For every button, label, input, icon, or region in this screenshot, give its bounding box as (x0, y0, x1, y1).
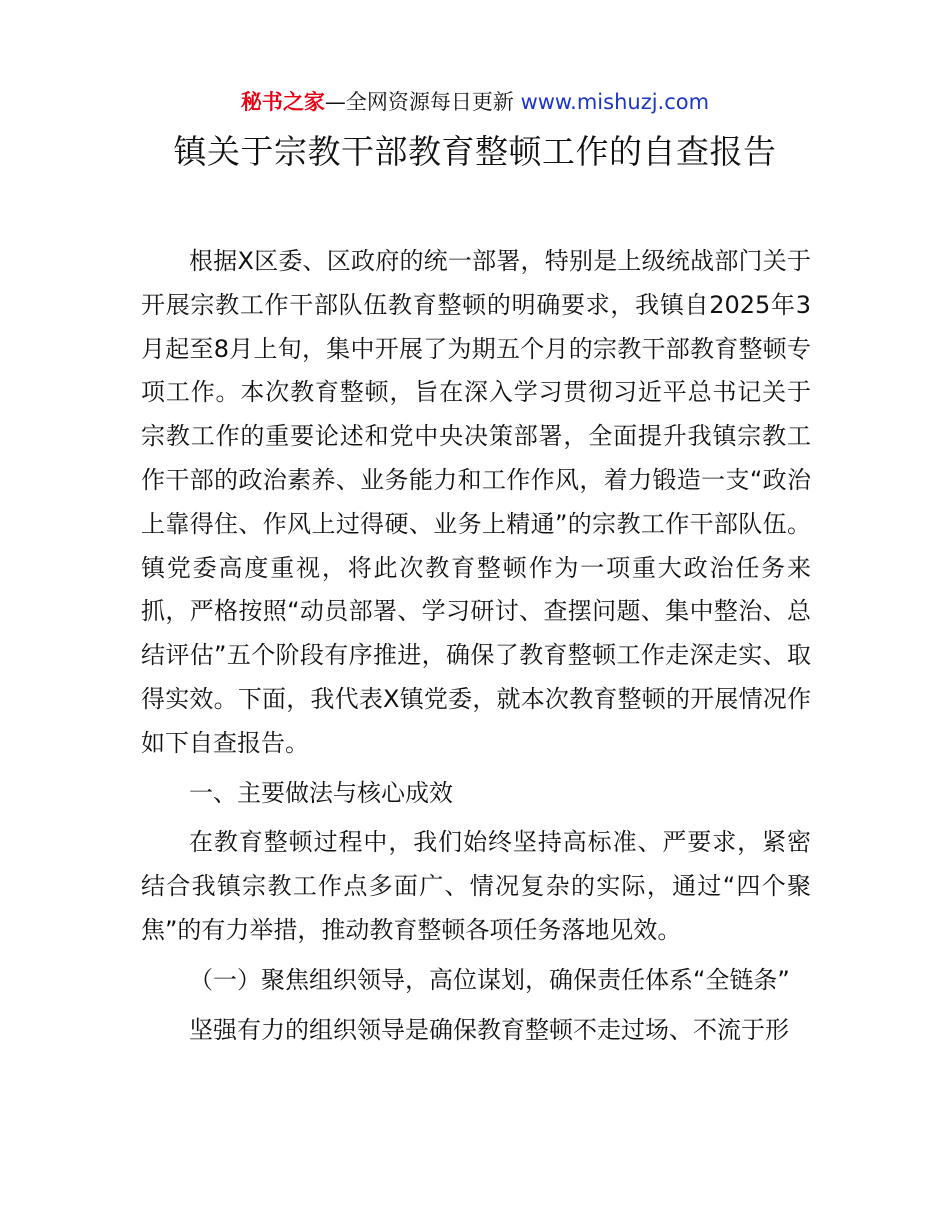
paragraph-subsection-1: 坚强有力的组织领导是确保教育整顿不走过场、不流于形 (189, 1015, 789, 1044)
brand-name: 秘书之家 (240, 90, 325, 114)
document-title: 镇关于宗教干部教育整顿工作的自查报告 (173, 132, 777, 171)
site-header (0, 88, 950, 116)
site-url-link[interactable]: www.mishuzj.com (520, 90, 710, 114)
header-tagline: —全网资源每日更新 (324, 90, 514, 114)
paragraph-intro: 根据X区委、区政府的统一部署，特别是上级统战部门关于开展宗教工作干部队伍教育整顿的明确要求，我镇自2025年3月起至8月上旬，集中开展了为期五个月的宗教干部教育整顿专项工作。本次教育整顿，旨在深入学习贯彻习近平总书记关于宗教工作的重要论述和党中央决策部署，全面提升我镇宗教工作干部的政治素养、业务能力和工作作风，着力锻造一支“政治上靠得住、作风上过得硬、业务上精通”的宗教工作干部队伍。镇党委高度重视，将此次教育整顿作为一项重大政治任务来抓，严格按照“动员部署、学习研讨、查摆问题、集中整治、总结评估”五个阶段有序推进，确保了教育整顿工作走深走实、取得实效。下面，我代表X镇党委，就本次教育整顿的开展情况作如下自查报告。 (141, 247, 811, 757)
document-body (141, 240, 811, 1052)
subsection-heading-1: （一）聚焦组织领导，高位谋划，确保责任体系“全链条” (189, 965, 790, 994)
paragraph-section-1: 在教育整顿过程中，我们始终坚持高标准、严要求，紧密结合我镇宗教工作点多面广、情况复杂的实际，通过“四个聚焦”的有力举措，推动教育整顿各项任务落地见效。 (141, 828, 811, 944)
section-heading-1: 一、主要做法与核心成效 (189, 778, 453, 807)
